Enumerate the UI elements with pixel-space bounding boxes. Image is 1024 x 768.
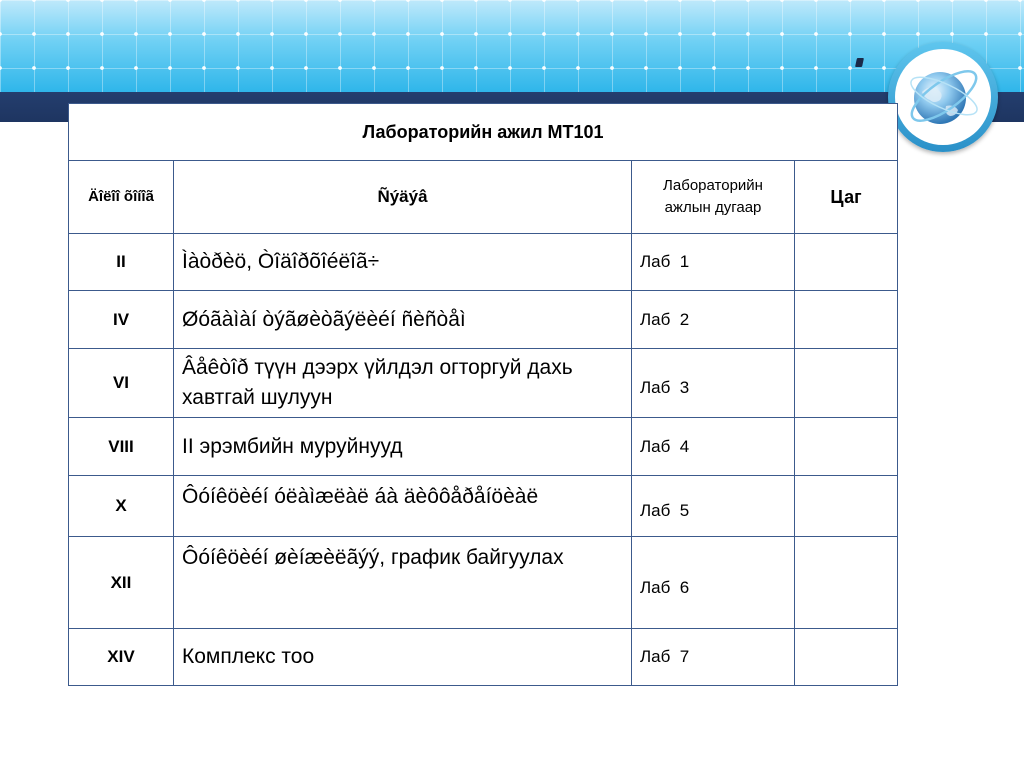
row-time: [795, 629, 898, 686]
banner-dot-pattern: [0, 0, 1024, 92]
globe-icon: [900, 54, 986, 140]
table-title: Лабораторийн ажил МТ101: [69, 104, 898, 161]
lab-schedule-table: [68, 103, 898, 686]
row-topic: Âåêòîð түүн дээрх үйлдэл огторгуй дахь хавтгай шулуун: [174, 349, 632, 418]
row-number: II: [69, 234, 174, 291]
header-banner: [0, 0, 1024, 92]
column-header-lab-number: Лабораторийн ажлын дугаар: [632, 161, 795, 234]
row-number: XII: [69, 537, 174, 629]
row-lab: Лаб 4: [632, 418, 795, 476]
row-time: [795, 291, 898, 349]
row-time: [795, 476, 898, 537]
row-time: [795, 349, 898, 418]
row-topic: II эрэмбийн муруйнууд: [174, 418, 632, 476]
row-number: VI: [69, 349, 174, 418]
table-row: [69, 629, 898, 686]
globe-logo: [888, 42, 998, 152]
row-number: X: [69, 476, 174, 537]
table-row: [69, 234, 898, 291]
row-topic: Ôóíêöèéí øèíæèëãýý, график байгуулах: [174, 537, 632, 629]
row-topic: Комплекс тоо: [174, 629, 632, 686]
row-lab: Лаб 2: [632, 291, 795, 349]
row-number: IV: [69, 291, 174, 349]
row-topic: Øóãàìàí òýãøèòãýëèéí ñèñòåì: [174, 291, 632, 349]
row-lab: Лаб 5: [632, 476, 795, 537]
row-lab: Лаб 1: [632, 234, 795, 291]
row-lab: Лаб 7: [632, 629, 795, 686]
table-row: [69, 537, 898, 629]
table-row: [69, 291, 898, 349]
column-header-topic: Ñýäýâ: [174, 161, 632, 234]
column-header-time: Цаг: [795, 161, 898, 234]
row-number: VIII: [69, 418, 174, 476]
row-time: [795, 234, 898, 291]
table-row: [69, 476, 898, 537]
row-time: [795, 418, 898, 476]
row-topic: Ìàòðèö, Òîäîðõîéëîã÷: [174, 234, 632, 291]
row-lab: Лаб 3: [632, 349, 795, 418]
table-row: [69, 418, 898, 476]
row-number: XIV: [69, 629, 174, 686]
row-topic: Ôóíêöèéí óëàìæëàë áà äèôôåðåíöèàë: [174, 476, 632, 537]
row-time: [795, 537, 898, 629]
column-header-semester: Äîëîî õîíîã: [69, 161, 174, 234]
row-lab: Лаб 6: [632, 537, 795, 629]
table-row: [69, 349, 898, 418]
